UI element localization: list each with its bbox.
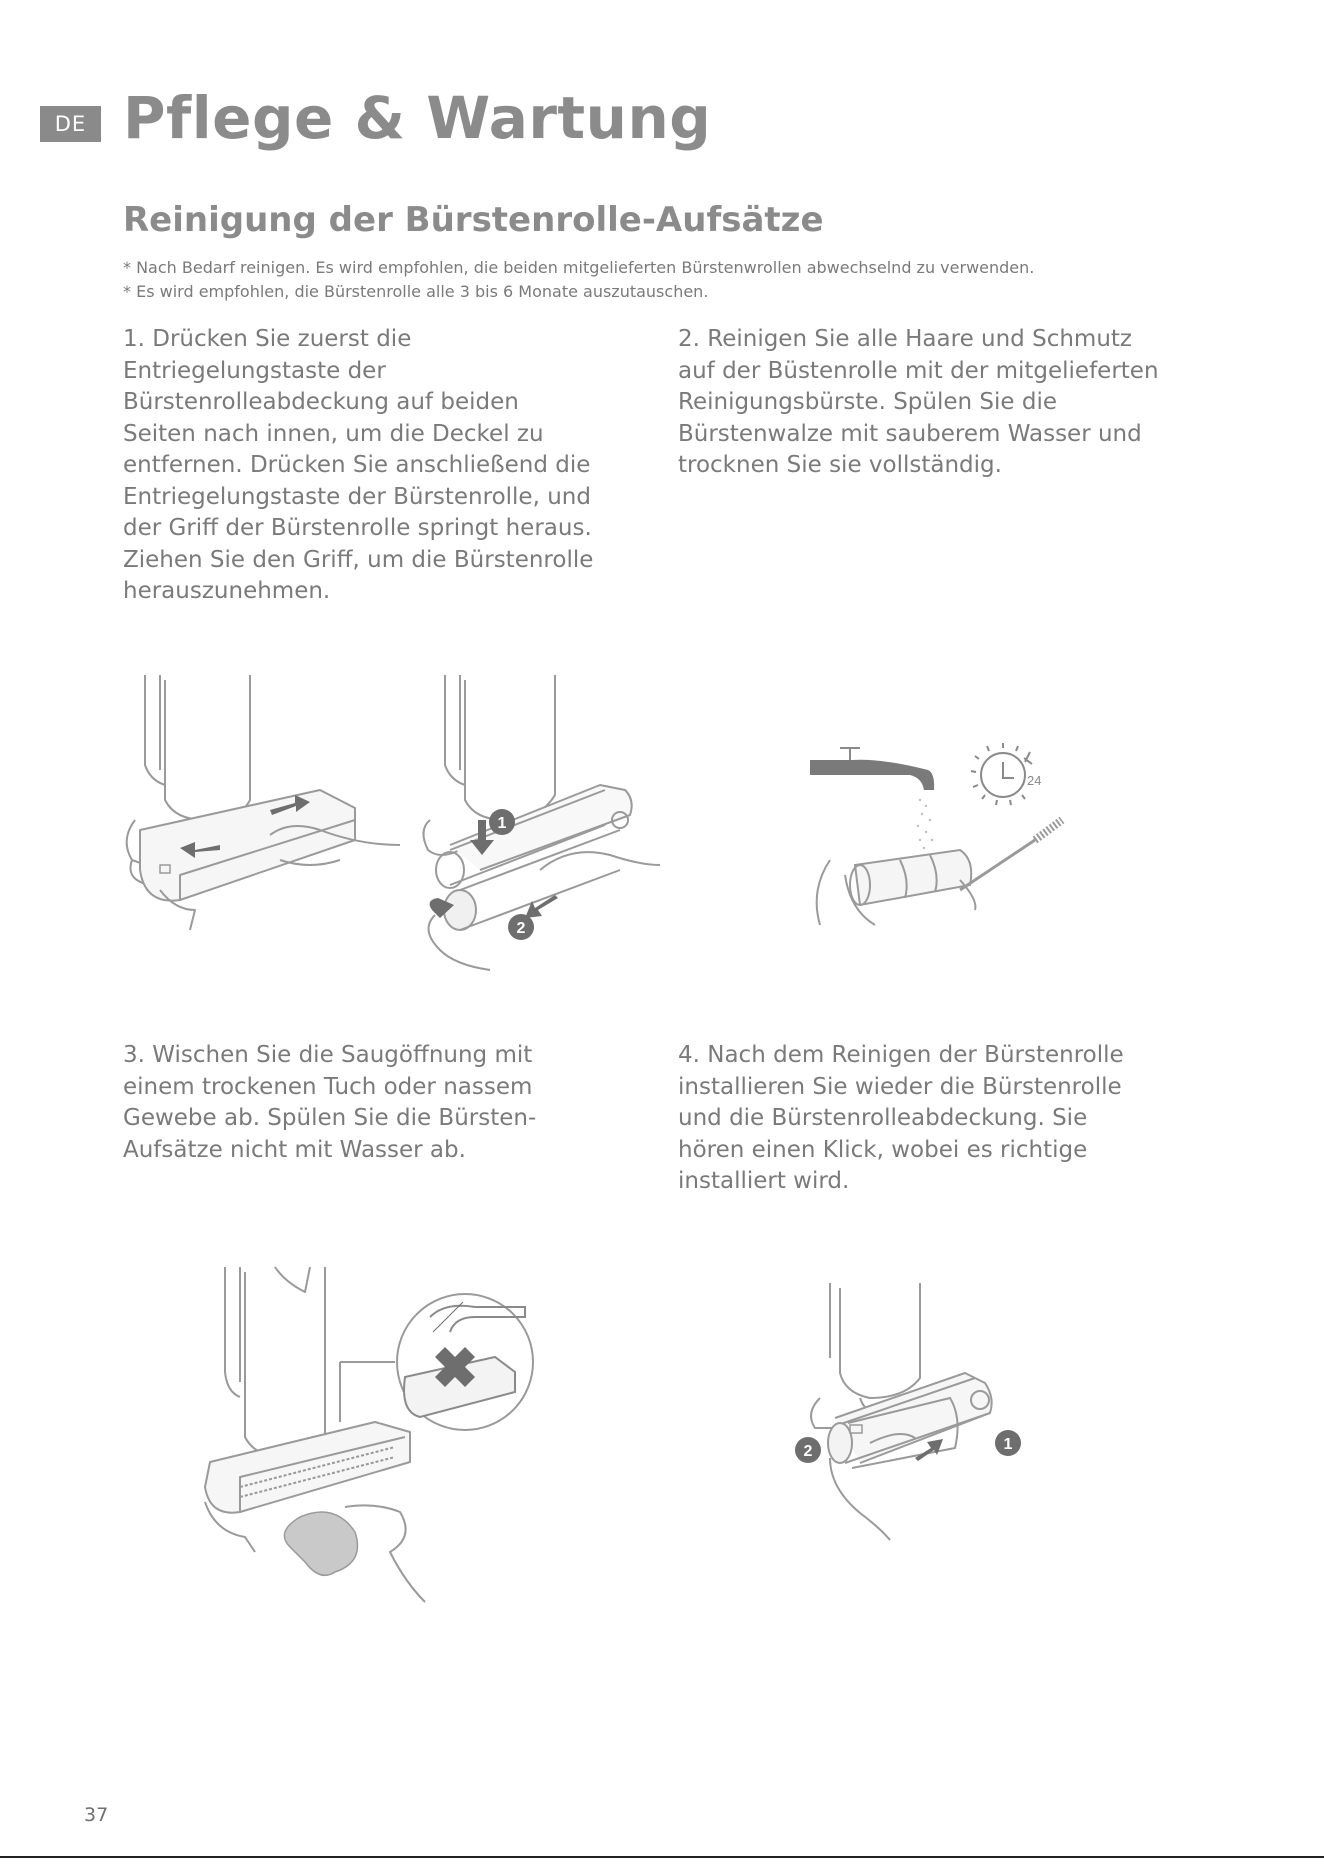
text-line: trocknen Sie sie vollständig. <box>678 452 1002 478</box>
text-line: der Griff der Bürstenrolle springt heraus. <box>123 515 592 541</box>
text-line: Gewebe ab. Spülen Sie die Bürsten- <box>123 1105 537 1131</box>
step-1-text <box>123 324 643 608</box>
text-line: Reinigungsbürste. Spülen Sie die <box>678 389 1057 415</box>
text-line: Entriegelungstaste der Bürstenrolle, und <box>123 483 591 510</box>
footer-rule <box>0 1856 1324 1874</box>
dry-hours-label: 24 <box>1027 773 1042 788</box>
illustration-wipe-suction-opening <box>215 1262 535 1607</box>
badge-1: 1 <box>1003 1436 1013 1453</box>
page-number: 37 <box>84 1804 109 1826</box>
text-line: Seiten nach innen, um die Deckel zu <box>123 420 544 447</box>
text-line: Bürstenrolleabdeckung auf beiden <box>123 389 519 415</box>
text-line: installieren Sie wieder die Bürstenrolle <box>678 1073 1122 1100</box>
text-line: auf der Büstenrolle mit der mitgelieferten <box>678 357 1159 384</box>
text-line: herauszunehmen. <box>123 578 331 604</box>
text-line: Entriegelungstaste der <box>123 357 386 384</box>
text-line: entfernen. Drücken Sie anschließend die <box>123 452 591 478</box>
badge-1: 1 <box>497 815 507 832</box>
text-line: Ziehen Sie den Griff, um die Bürstenrolle <box>123 546 594 573</box>
text-line: und die Bürstenrolleabdeckung. Sie <box>678 1105 1088 1131</box>
badge-2: 2 <box>516 920 526 937</box>
step-4-text <box>678 1040 1178 1198</box>
text-line: 4. Nach dem Reinigen der Bürstenrolle <box>678 1042 1124 1068</box>
illustration-reinstall-brush-roll <box>790 1278 1050 1543</box>
step-2-text <box>678 324 1198 482</box>
note-cleaning: * Nach Bedarf reinigen. Es wird empfohlen, die beiden mitgelieferten Bürstenwrollen abwechselnd zu verwenden. <box>123 258 1035 277</box>
note-replacement: * Es wird empfohlen, die Bürstenrolle alle 3 bis 6 Monate auszutauschen. <box>123 282 709 301</box>
step-3-text <box>123 1040 623 1166</box>
illustration-rinse-dry <box>800 740 1100 940</box>
illustration-remove-cover <box>120 670 360 950</box>
text-line: 2. Reinigen Sie alle Haare und Schmutz <box>678 326 1132 352</box>
text-line: Aufsätze nicht mit Wasser ab. <box>123 1136 466 1163</box>
text-line: einem trockenen Tuch oder nassem <box>123 1073 533 1100</box>
page-title: Pflege & Wartung <box>123 84 712 152</box>
language-badge: DE <box>40 106 101 142</box>
illustration-pull-brush-roll <box>420 670 660 975</box>
text-line: hören einen Klick, wobei es richtige <box>678 1136 1088 1163</box>
section-title: Reinigung der Bürstenrolle-Aufsätze <box>123 200 824 240</box>
text-line: installiert wird. <box>678 1168 850 1194</box>
text-line: 1. Drücken Sie zuerst die <box>123 326 412 352</box>
text-line: Bürstenwalze mit sauberem Wasser und <box>678 420 1142 447</box>
text-line: 3. Wischen Sie die Saugöffnung mit <box>123 1042 533 1068</box>
badge-2: 2 <box>803 1443 813 1460</box>
